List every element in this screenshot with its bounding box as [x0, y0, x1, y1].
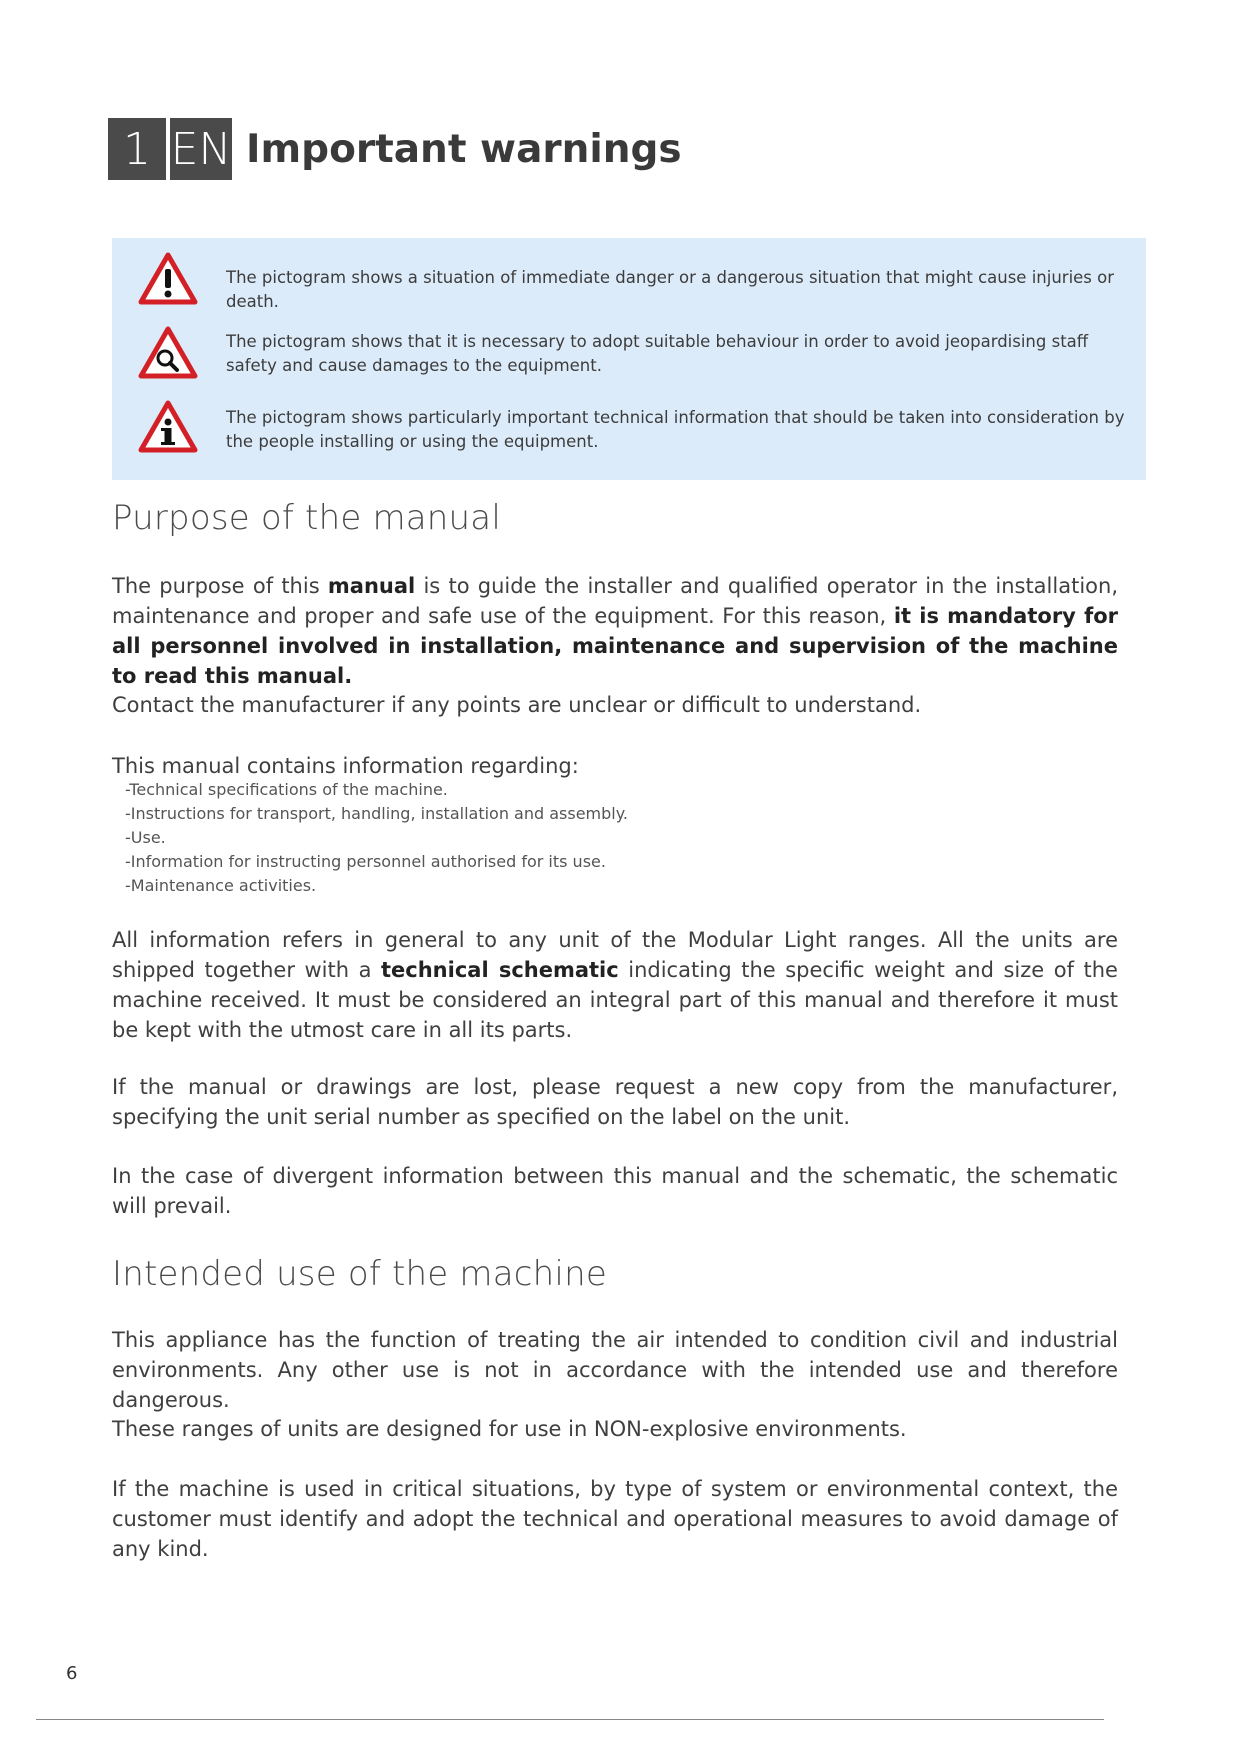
lost-manual-paragraph: If the manual or drawings are lost, please request a new copy from the manufacturer, specifying the unit serial number as specified on the label on the unit.	[112, 1075, 1118, 1129]
divergent-info-paragraph: In the case of divergent information between this manual and the schematic, the schematic will prevail.	[112, 1164, 1118, 1218]
list-item: -Information for instructing personnel authorised for its use.	[125, 852, 606, 871]
intended-use-paragraph: This appliance has the function of treating the air intended to condition civil and industrial environments. Any other use is not in accordance with the intended use and therefore dangerous.	[112, 1328, 1118, 1412]
bold-span: manual	[327, 574, 416, 598]
list-item: -Maintenance activities.	[125, 876, 317, 895]
footer-divider	[36, 1719, 1104, 1720]
warning-text: The pictogram shows a situation of immediate danger or a dangerous situation that might cause injuries or death.	[226, 268, 1115, 311]
bold-span: it is mandatory for all personnel involved in installation, maintenance and supervision of the machine to read this manual.	[112, 604, 1118, 688]
critical-situations-paragraph: If the machine is used in critical situations, by type of system or environmental context, the customer must identify and adopt the technical and operational measures to avoid damage of any kind.	[112, 1477, 1118, 1561]
page-number: 6	[66, 1663, 78, 1684]
list-item: -Use.	[125, 828, 166, 847]
contents-list	[125, 778, 628, 898]
section-heading-intended-use: Intended use of the machine	[112, 1254, 607, 1294]
purpose-paragraph	[112, 571, 1118, 691]
section-heading-purpose: Purpose of the manual	[112, 498, 501, 538]
warning-text: The pictogram shows that it is necessary to adopt suitable behaviour in order to avoid jeopardising staff safety and cause damages to the equipment.	[226, 332, 1089, 375]
non-explosive-paragraph: These ranges of units are designed for use in NON-explosive environments.	[112, 1417, 907, 1441]
warning-text: The pictogram shows particularly important technical information that should be taken into consideration by the people installing or using the equipment.	[226, 408, 1125, 451]
danger-exclamation-icon	[138, 252, 198, 306]
warnings-box	[112, 238, 1146, 480]
language-badge: EN	[170, 118, 232, 180]
chapter-title: Important warnings	[246, 126, 682, 172]
bold-span: technical schematic	[381, 958, 619, 982]
chapter-header	[108, 118, 682, 180]
chapter-number: 1	[108, 118, 166, 180]
information-icon	[138, 400, 198, 454]
text-span: The purpose of this	[112, 574, 328, 598]
modular-light-paragraph	[112, 925, 1118, 1045]
list-item: -Technical specifications of the machine.	[125, 780, 448, 799]
text-span: is to guide the installer and qualified operator in the installation, maintenance and proper and safe use of the equipment. For this reason,	[112, 574, 1118, 628]
caution-magnifier-icon	[138, 326, 198, 380]
contains-intro: This manual contains information regarding:	[112, 754, 579, 778]
text-span: indicating the specific weight and size of the machine received. It must be considered an integral part of this manual and therefore it must be kept with the utmost care in all its parts.	[112, 958, 1118, 1042]
text-span: All information refers in general to any unit of the Modular Light ranges. All the units are shipped together with a	[112, 928, 1118, 982]
contact-paragraph: Contact the manufacturer if any points are unclear or difficult to understand.	[112, 693, 922, 717]
list-item: -Instructions for transport, handling, installation and assembly.	[125, 804, 629, 823]
